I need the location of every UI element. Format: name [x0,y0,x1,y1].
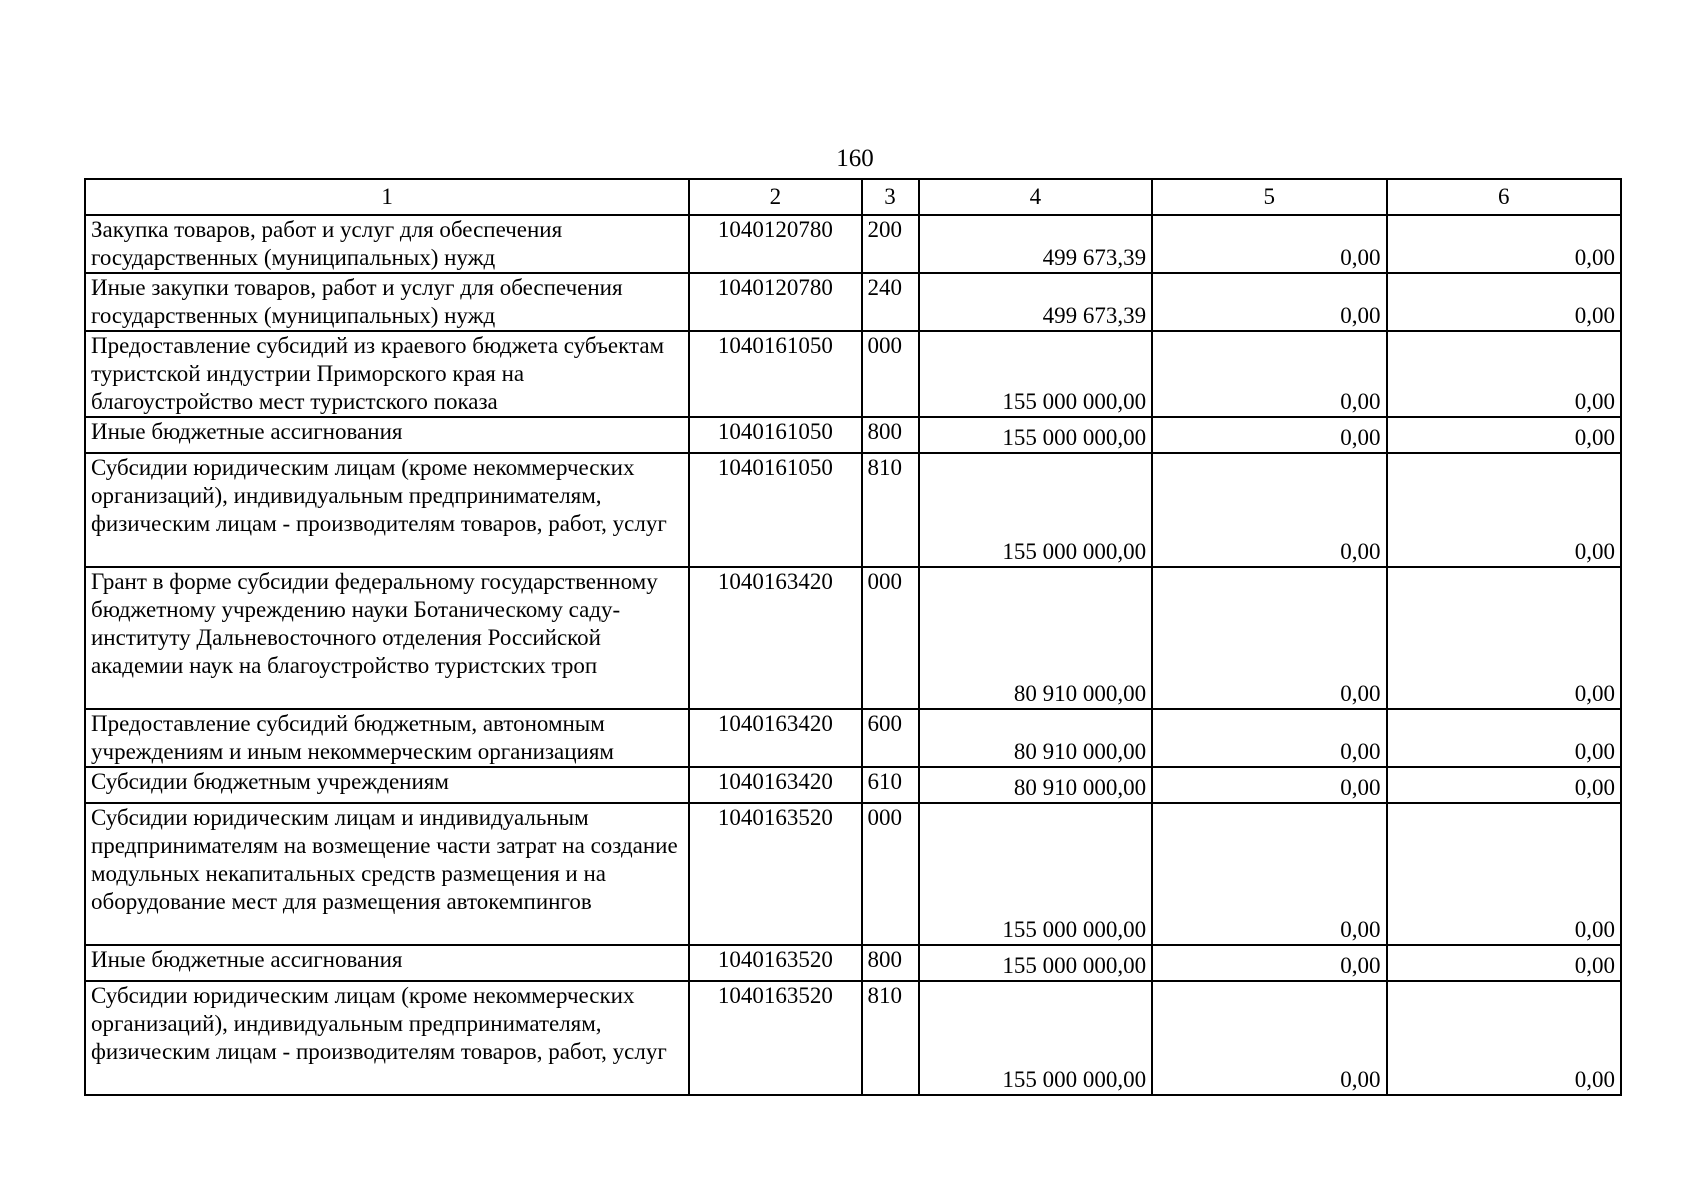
row-amount-1: 80 910 000,00 [919,767,1152,803]
row-amount-1: 155 000 000,00 [919,417,1152,453]
row-name: Субсидии юридическим лицам (кроме некоммерческих организаций), индивидуальным предпринимателям, физическим лицам - производителям товаров, работ, услуг [85,981,689,1095]
header-row [85,179,1621,215]
budget-table [84,178,1622,1096]
row-name: Субсидии юридическим лицам и индивидуальным предпринимателям на возмещение части затрат на создание модульных некапитальных средств размещения и на оборудование мест для размещения автокемпингов [85,803,689,945]
row-amount-3: 0,00 [1387,767,1621,803]
table-row [85,709,1621,767]
table-row [85,567,1621,709]
column-header-code: 2 [689,179,861,215]
table-row [85,981,1621,1095]
row-amount-3: 0,00 [1387,981,1621,1095]
row-type: 600 [862,709,919,767]
column-header-type: 3 [862,179,919,215]
row-type: 810 [862,981,919,1095]
row-amount-2: 0,00 [1152,709,1386,767]
row-code: 1040163420 [689,767,861,803]
row-code: 1040163520 [689,803,861,945]
row-amount-1: 499 673,39 [919,273,1152,331]
row-amount-3: 0,00 [1387,331,1621,417]
row-amount-3: 0,00 [1387,273,1621,331]
row-code: 1040161050 [689,331,861,417]
row-amount-3: 0,00 [1387,215,1621,273]
row-code: 1040163420 [689,709,861,767]
row-code: 1040163420 [689,567,861,709]
table-row [85,945,1621,981]
row-amount-3: 0,00 [1387,567,1621,709]
row-type: 200 [862,215,919,273]
row-amount-3: 0,00 [1387,417,1621,453]
row-type: 240 [862,273,919,331]
row-type: 000 [862,331,919,417]
row-amount-1: 155 000 000,00 [919,331,1152,417]
row-amount-2: 0,00 [1152,273,1386,331]
table-row [85,453,1621,567]
row-amount-2: 0,00 [1152,767,1386,803]
row-type: 810 [862,453,919,567]
row-amount-3: 0,00 [1387,453,1621,567]
row-name: Иные бюджетные ассигнования [85,945,689,981]
row-amount-1: 155 000 000,00 [919,981,1152,1095]
row-amount-1: 155 000 000,00 [919,453,1152,567]
row-type: 800 [862,417,919,453]
table-row [85,417,1621,453]
row-amount-1: 155 000 000,00 [919,803,1152,945]
row-code: 1040161050 [689,417,861,453]
column-header-amount-1: 4 [919,179,1152,215]
row-code: 1040163520 [689,945,861,981]
row-amount-1: 499 673,39 [919,215,1152,273]
row-code: 1040120780 [689,215,861,273]
row-amount-2: 0,00 [1152,331,1386,417]
row-amount-2: 0,00 [1152,417,1386,453]
row-amount-2: 0,00 [1152,215,1386,273]
row-name: Иные бюджетные ассигнования [85,417,689,453]
row-amount-3: 0,00 [1387,803,1621,945]
row-amount-2: 0,00 [1152,803,1386,945]
row-name: Предоставление субсидий из краевого бюджета субъектам туристской индустрии Приморского края на благоустройство мест туристского показа [85,331,689,417]
row-name: Закупка товаров, работ и услуг для обеспечения государственных (муниципальных) нужд [85,215,689,273]
row-type: 610 [862,767,919,803]
table-row [85,803,1621,945]
row-amount-1: 80 910 000,00 [919,567,1152,709]
row-name: Грант в форме субсидии федеральному государственному бюджетному учреждению науки Ботаническому саду-институту Дальневосточного отделения Российской академии наук на благоустройство туристских троп [85,567,689,709]
column-header-amount-3: 6 [1387,179,1621,215]
row-code: 1040120780 [689,273,861,331]
row-name: Субсидии юридическим лицам (кроме некоммерческих организаций), индивидуальным предпринимателям, физическим лицам - производителям товаров, работ, услуг [85,453,689,567]
table-row [85,331,1621,417]
page-number: 160 [836,145,874,172]
row-amount-1: 155 000 000,00 [919,945,1152,981]
row-type: 000 [862,803,919,945]
row-amount-3: 0,00 [1387,709,1621,767]
row-amount-2: 0,00 [1152,567,1386,709]
row-name: Субсидии бюджетным учреждениям [85,767,689,803]
column-header-name: 1 [85,179,689,215]
row-amount-1: 80 910 000,00 [919,709,1152,767]
row-name: Предоставление субсидий бюджетным, автономным учреждениям и иным некоммерческим организациям [85,709,689,767]
table-row [85,215,1621,273]
row-amount-3: 0,00 [1387,945,1621,981]
row-type: 000 [862,567,919,709]
row-code: 1040161050 [689,453,861,567]
row-amount-2: 0,00 [1152,945,1386,981]
row-name: Иные закупки товаров, работ и услуг для обеспечения государственных (муниципальных) нужд [85,273,689,331]
row-type: 800 [862,945,919,981]
row-amount-2: 0,00 [1152,981,1386,1095]
column-header-amount-2: 5 [1152,179,1386,215]
table-row [85,767,1621,803]
row-code: 1040163520 [689,981,861,1095]
table-row [85,273,1621,331]
row-amount-2: 0,00 [1152,453,1386,567]
